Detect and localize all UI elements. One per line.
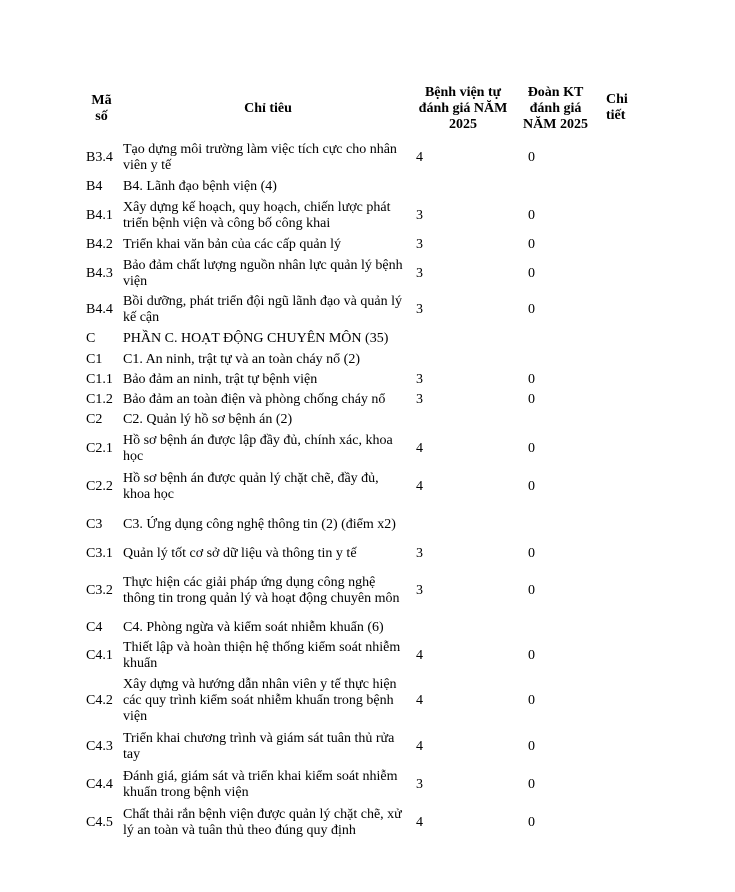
row-criteria: Triển khai văn bản của các cấp quản lý <box>123 237 341 252</box>
row-code: C4.4 <box>86 777 113 792</box>
row-code: C4.3 <box>86 739 113 754</box>
table-row <box>80 328 640 350</box>
row-code: C2.2 <box>86 479 113 494</box>
row-detail <box>598 390 640 410</box>
row-detail <box>598 564 640 618</box>
row-criteria: PHẦN C. HOẠT ĐỘNG CHUYÊN MÔN (35) <box>123 331 389 346</box>
row-self-score: 3 <box>416 237 423 252</box>
header-self-assessment: Bệnh viện tự đánh giá NĂM 2025 <box>418 85 508 132</box>
row-detail <box>598 674 640 728</box>
row-criteria: Tạo dựng môi trường làm việc tích cực cho nhân viên y tế <box>123 142 397 173</box>
row-code: B4.2 <box>86 237 113 252</box>
table-row <box>80 390 640 410</box>
table-row <box>80 804 640 842</box>
header-team-assessment: Đoàn KT đánh giá NĂM 2025 <box>523 85 588 132</box>
table-row <box>80 410 640 430</box>
row-self-score: 4 <box>416 815 423 830</box>
table-row <box>80 198 640 234</box>
row-team-score: 0 <box>528 302 535 317</box>
table-body <box>80 140 640 842</box>
row-code: C4.1 <box>86 648 113 663</box>
row-detail <box>598 410 640 430</box>
table-row <box>80 350 640 370</box>
row-criteria: C1. An ninh, trật tự và an toàn cháy nổ (2) <box>123 352 360 367</box>
row-detail <box>598 544 640 564</box>
row-detail <box>598 506 640 544</box>
row-criteria: Đánh giá, giám sát và triển khai kiểm soát nhiễm khuẩn trong bệnh viện <box>123 769 398 800</box>
row-code: C3.2 <box>86 583 113 598</box>
row-detail <box>598 804 640 842</box>
row-detail <box>598 370 640 390</box>
row-self-score <box>413 506 513 544</box>
row-self-score: 4 <box>416 693 423 708</box>
row-self-score: 3 <box>416 546 423 561</box>
table-row <box>80 506 640 544</box>
row-self-score: 3 <box>416 777 423 792</box>
row-code: B4 <box>86 179 103 194</box>
row-criteria: C2. Quản lý hồ sơ bệnh án (2) <box>123 412 293 427</box>
row-team-score: 0 <box>528 479 535 494</box>
row-self-score: 4 <box>416 648 423 663</box>
table-row <box>80 234 640 256</box>
row-detail <box>598 618 640 638</box>
row-code: B4.1 <box>86 208 113 223</box>
row-self-score <box>413 328 513 350</box>
table-row <box>80 430 640 468</box>
table-row <box>80 638 640 674</box>
table-row <box>80 176 640 198</box>
table-header-row <box>80 78 640 140</box>
table-row <box>80 140 640 176</box>
row-self-score <box>413 176 513 198</box>
row-self-score: 4 <box>416 479 423 494</box>
row-team-score: 0 <box>528 372 535 387</box>
row-self-score <box>413 410 513 430</box>
row-self-score: 3 <box>416 372 423 387</box>
row-team-score: 0 <box>528 392 535 407</box>
header-criteria: Chỉ tiêu <box>244 101 292 116</box>
row-team-score <box>513 176 598 198</box>
row-criteria: B4. Lãnh đạo bệnh viện (4) <box>123 179 277 194</box>
row-self-score: 4 <box>416 441 423 456</box>
row-team-score: 0 <box>528 150 535 165</box>
row-criteria: Bảo đảm an toàn điện và phòng chống cháy nổ <box>123 392 386 407</box>
table-row <box>80 564 640 618</box>
row-detail <box>598 350 640 370</box>
row-detail <box>598 430 640 468</box>
row-code: B4.3 <box>86 266 113 281</box>
row-detail <box>598 468 640 506</box>
row-code: B3.4 <box>86 150 113 165</box>
row-self-score: 3 <box>416 392 423 407</box>
header-detail: Chi tiết <box>606 92 628 123</box>
row-self-score: 3 <box>416 266 423 281</box>
row-team-score: 0 <box>528 583 535 598</box>
row-detail <box>598 638 640 674</box>
row-criteria: Chất thải rắn bệnh viện được quản lý chặt chẽ, xử lý an toàn và tuân thủ theo đúng quy định <box>123 807 402 838</box>
row-detail <box>598 140 640 176</box>
row-team-score: 0 <box>528 739 535 754</box>
row-code: C1 <box>86 352 103 367</box>
row-criteria: Xây dựng kế hoạch, quy hoạch, chiến lược phát triển bệnh viện và công bố công khai <box>123 200 391 231</box>
row-self-score: 4 <box>416 150 423 165</box>
row-team-score: 0 <box>528 777 535 792</box>
row-detail <box>598 176 640 198</box>
row-criteria: Bảo đảm chất lượng nguồn nhân lực quản lý bệnh viện <box>123 258 403 289</box>
table-row <box>80 618 640 638</box>
row-detail <box>598 766 640 804</box>
row-self-score: 3 <box>416 583 423 598</box>
row-criteria: C4. Phòng ngừa và kiểm soát nhiễm khuẩn (6) <box>123 620 384 635</box>
header-code: Mã số <box>91 93 112 124</box>
row-team-score <box>513 410 598 430</box>
row-team-score <box>513 618 598 638</box>
table-row <box>80 766 640 804</box>
row-self-score <box>413 350 513 370</box>
row-detail <box>598 292 640 328</box>
table-row <box>80 256 640 292</box>
row-code: C1.1 <box>86 372 113 387</box>
row-criteria: Bồi dưỡng, phát triển đội ngũ lãnh đạo và quản lý kế cận <box>123 294 403 325</box>
row-team-score: 0 <box>528 648 535 663</box>
row-code: C4 <box>86 620 103 635</box>
row-criteria: Hồ sơ bệnh án được quản lý chặt chẽ, đầy đủ, khoa học <box>123 471 379 502</box>
row-code: C3 <box>86 517 103 532</box>
row-detail <box>598 728 640 766</box>
row-team-score <box>513 350 598 370</box>
row-criteria: Xây dựng và hướng dẫn nhân viên y tế thực hiện các quy trình kiểm soát nhiễm khuẩn trong bệnh viện <box>123 677 397 724</box>
row-team-score: 0 <box>528 546 535 561</box>
table-row <box>80 544 640 564</box>
row-criteria: Bảo đảm an ninh, trật tự bệnh viện <box>123 372 318 387</box>
row-detail <box>598 328 640 350</box>
row-criteria: Thực hiện các giải pháp ứng dụng công nghệ thông tin trong quản lý và hoạt động chuyên môn <box>123 575 400 606</box>
row-code: C2 <box>86 412 103 427</box>
table-row <box>80 370 640 390</box>
row-detail <box>598 256 640 292</box>
row-team-score: 0 <box>528 237 535 252</box>
row-team-score: 0 <box>528 693 535 708</box>
document-page <box>80 78 640 842</box>
row-criteria: Thiết lập và hoàn thiện hệ thống kiểm soát nhiễm khuẩn <box>123 640 401 671</box>
row-code: C4.5 <box>86 815 113 830</box>
row-code: C3.1 <box>86 546 113 561</box>
row-self-score: 3 <box>416 302 423 317</box>
row-team-score: 0 <box>528 266 535 281</box>
row-code: C2.1 <box>86 441 113 456</box>
row-code: C <box>86 331 96 346</box>
row-team-score <box>513 328 598 350</box>
row-criteria: Hồ sơ bệnh án được lập đầy đủ, chính xác, khoa học <box>123 433 393 464</box>
row-team-score: 0 <box>528 208 535 223</box>
row-code: B4.4 <box>86 302 113 317</box>
row-code: C1.2 <box>86 392 113 407</box>
row-criteria: Quản lý tốt cơ sở dữ liệu và thông tin y tế <box>123 546 357 561</box>
criteria-table <box>80 78 640 842</box>
row-criteria: C3. Ứng dụng công nghệ thông tin (2) (điểm x2) <box>123 517 396 532</box>
row-detail <box>598 198 640 234</box>
row-team-score: 0 <box>528 441 535 456</box>
row-criteria: Triển khai chương trình và giám sát tuân thủ rửa tay <box>123 731 395 762</box>
row-self-score <box>413 618 513 638</box>
table-row <box>80 674 640 728</box>
row-code: C4.2 <box>86 693 113 708</box>
row-self-score: 3 <box>416 208 423 223</box>
row-detail <box>598 234 640 256</box>
table-row <box>80 292 640 328</box>
row-team-score: 0 <box>528 815 535 830</box>
table-row <box>80 728 640 766</box>
table-row <box>80 468 640 506</box>
row-team-score <box>513 506 598 544</box>
row-self-score: 4 <box>416 739 423 754</box>
